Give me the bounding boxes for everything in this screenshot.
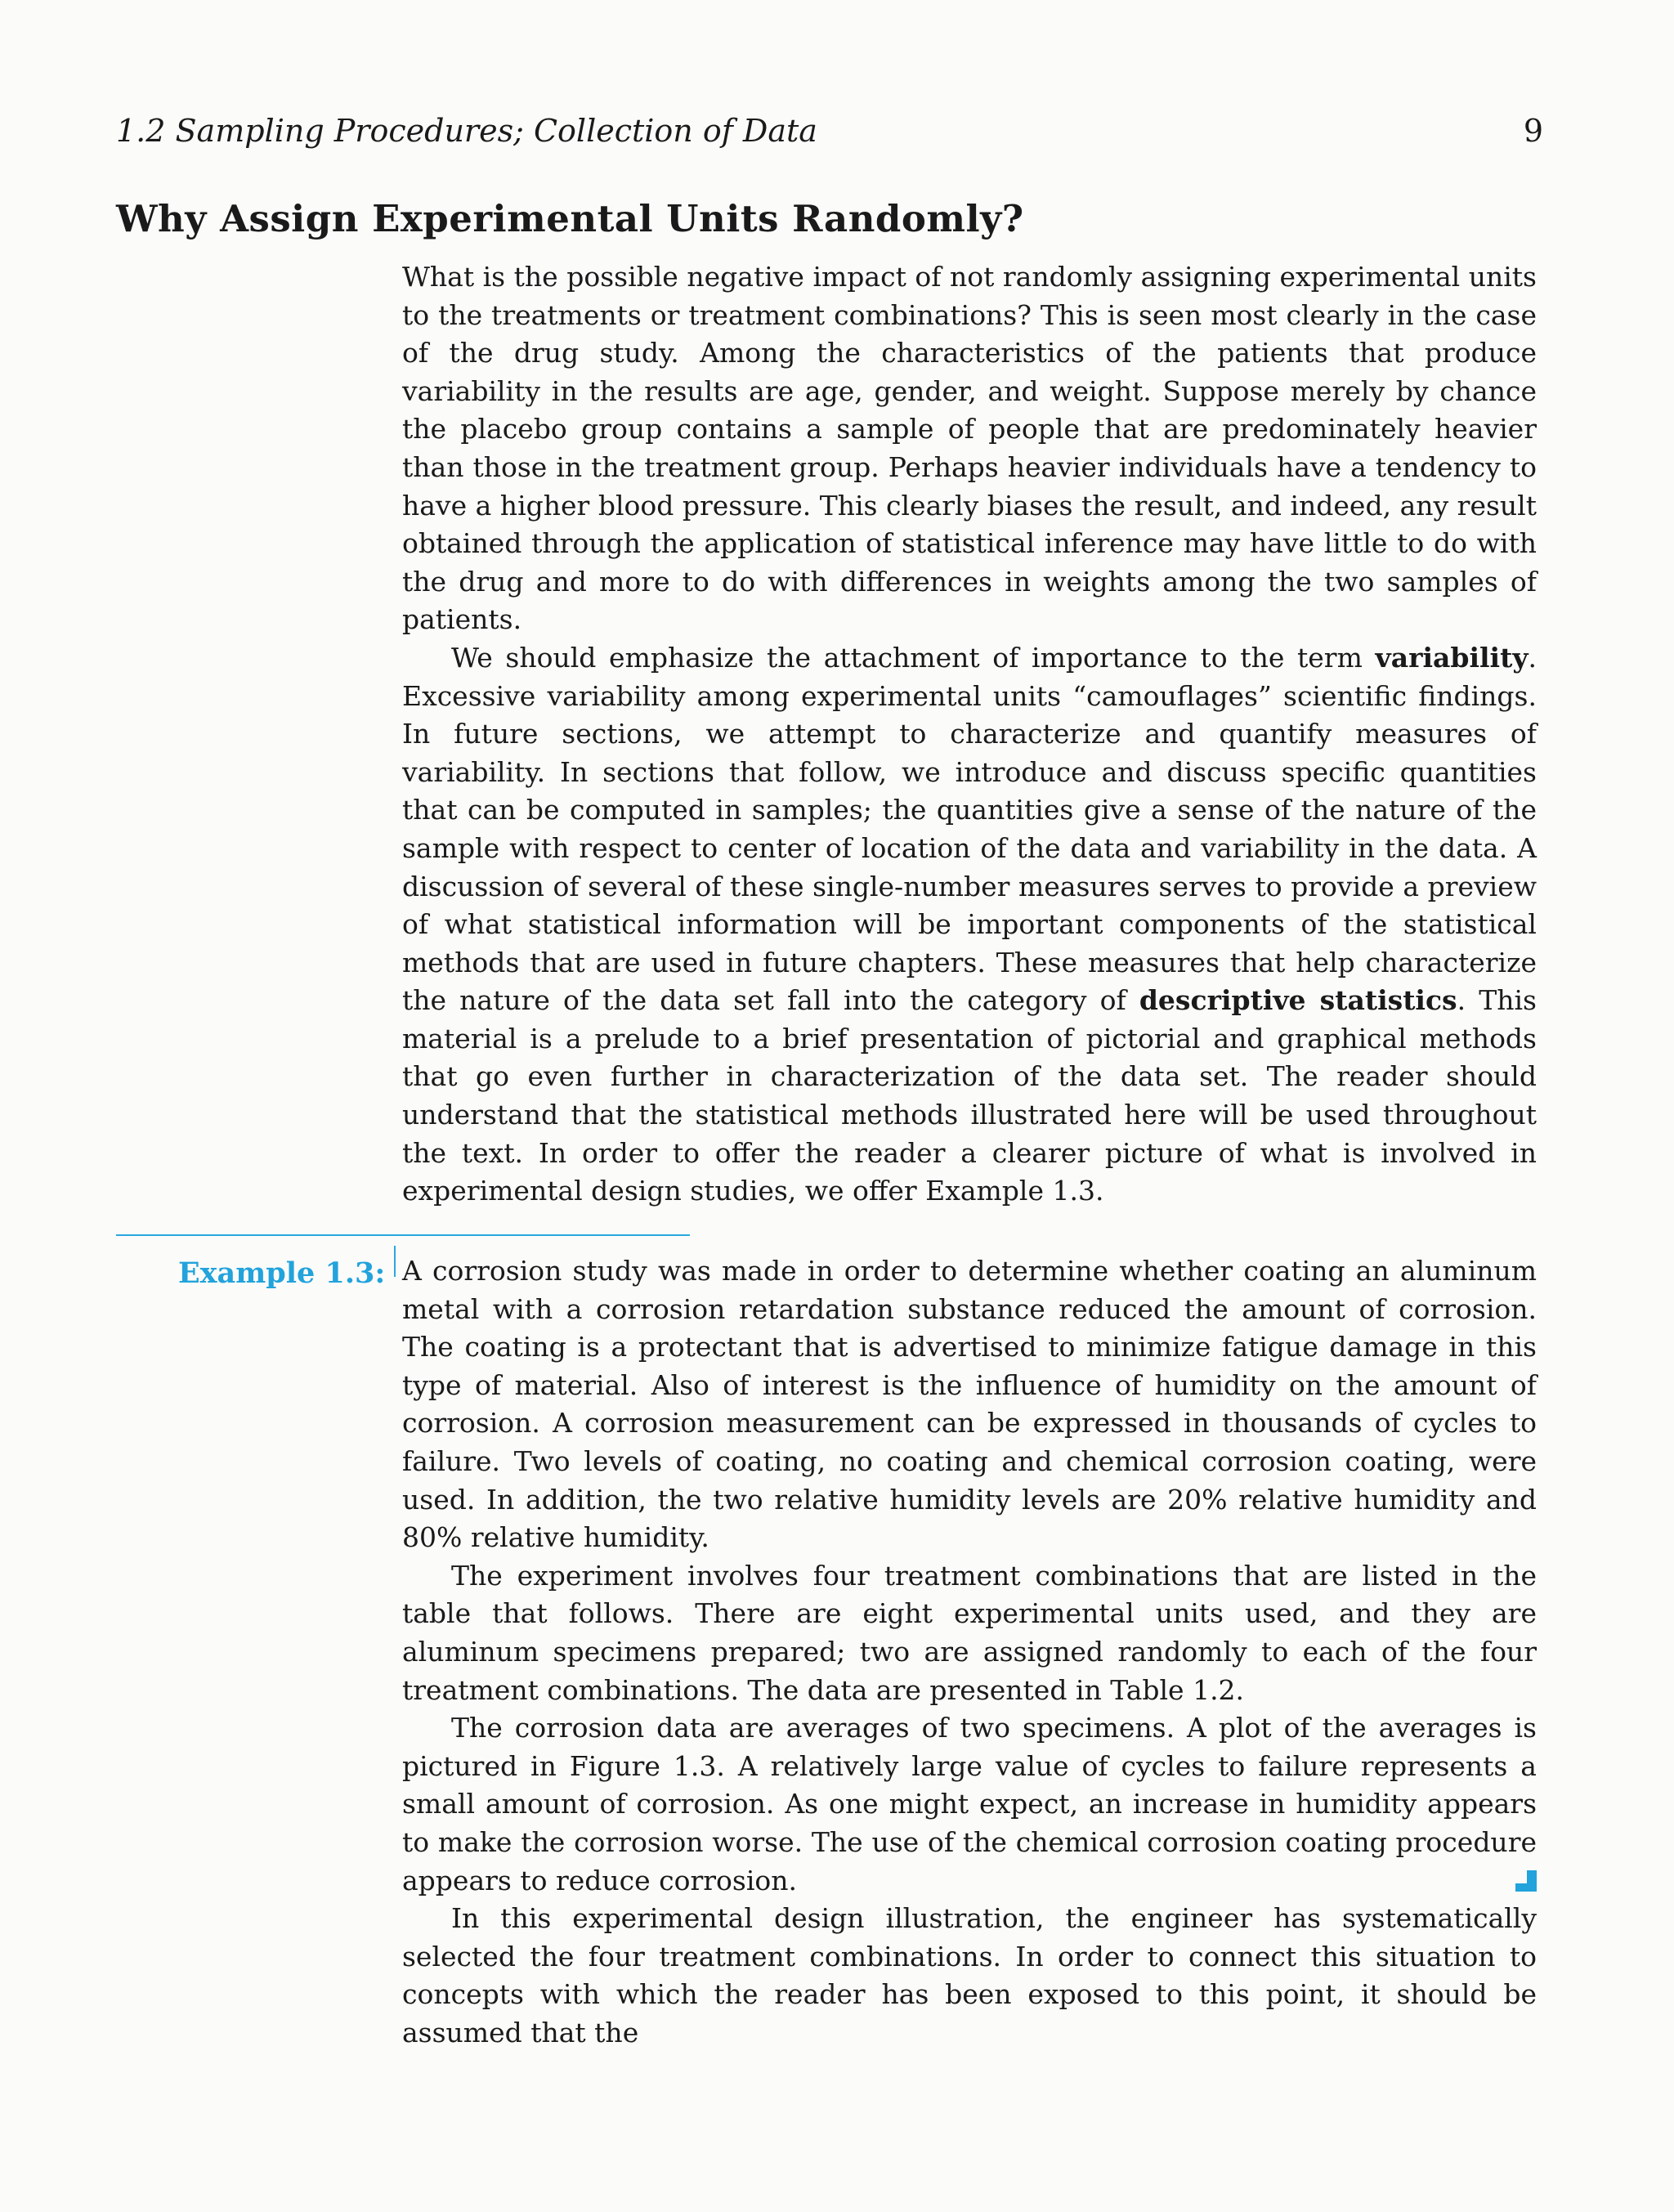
term-variability: variability bbox=[1375, 641, 1529, 674]
end-of-example-icon bbox=[1515, 1870, 1537, 1892]
example-marker-bar bbox=[394, 1246, 396, 1277]
intro-paragraph-1: What is the possible negative impact of not randomly assigning experimental units to the treatments or treatment combinations? This is seen most clearly in the case of the drug study. Among the characteristics of the patients that produce variability in the results are age, gender, and weight. Suppose merely by chance the placebo group contains a sample of people that are predominately heavier than those in the treatment group. Perhaps heavier individuals have a tendency to have a higher blood pressure. This clearly biases the result, and indeed, any result obtained through the application of statistical inference may have little to do with the drug and more to do with differences in weights among the two samples of patients. bbox=[402, 261, 1537, 636]
running-head-section: 1.2 Sampling Procedures; Collection of Data bbox=[116, 113, 817, 149]
example-paragraph-3-text: The corrosion data are averages of two specimens. A plot of the averages is pictured in Figure 1.3. A relatively large value of cycles to failure represents a small amount of corrosion. As one might expect, an increase in humidity appears to make the corrosion worse. The use of the chemical corrosion coating procedure appears to reduce corrosion. bbox=[402, 1712, 1537, 1896]
example-paragraph-1: A corrosion study was made in order to determine whether coating an aluminum metal with a corrosion retardation substance reduced the amount of corrosion. The coating is a protectant that is advertised to minimize fatigue damage in this type of material. Also of interest is the influence of humidity on the amount of corrosion. A corrosion measurement can be expressed in thousands of cycles to failure. Two levels of coating, no coating and chemical corrosion coating, were used. In addition, the two relative humidity levels are 20% relative humidity and 80% relative humidity. bbox=[402, 1255, 1537, 1554]
intro-paragraph-2-part-c: . This material is a prelude to a brief presentation of pictorial and graphical methods that go even further in characterization of the data set. The reader should understand that the statistical methods illustrated here will be used throughout the text. In order to offer the reader a clearer picture of what is involved in experimental design studies, we offer Example 1.3. bbox=[402, 984, 1537, 1207]
intro-paragraph-2-part-b: . Excessive variability among experimental units “camouflages” scientific findings. In future sections, we attempt to characterize and quantify measures of variability. In sections that follow, we introduce and discuss specific quantities that can be computed in samples; the quantities give a sense of the nature of the sample with respect to center of location of the data and variability in the data. A discussion of several of these single-number measures serves to provide a preview of what statistical information will be important components of the statistical methods that are used in future chapters. These measures that help characterize the nature of the data set fall into the category of bbox=[402, 641, 1537, 1017]
section-title: Why Assign Experimental Units Randomly? bbox=[116, 197, 1024, 240]
example-divider bbox=[116, 1234, 690, 1236]
example-label: Example 1.3: bbox=[178, 1256, 386, 1290]
term-descriptive-statistics: descriptive statistics bbox=[1139, 984, 1457, 1017]
example-paragraph-2: The experiment involves four treatment combinations that are listed in the table that follows. There are eight experimental units used, and they are aluminum specimens prepared; two are assigned randomly to each of the four treatment combinations. The data are presented in Table 1.2. bbox=[402, 1559, 1537, 1706]
running-head bbox=[116, 110, 1543, 152]
intro-text bbox=[402, 258, 1537, 1211]
example-paragraph-3 bbox=[402, 1709, 1537, 1900]
example-paragraph-4: In this experimental design illustration, the engineer has systematically selected the four treatment combinations. In order to connect this situation to concepts with which the reader has been exposed to this point, it should be assumed that the bbox=[402, 1902, 1537, 2049]
example-text bbox=[402, 1252, 1537, 2052]
intro-paragraph-2 bbox=[402, 639, 1537, 1211]
intro-paragraph-2-part-a: We should emphasize the attachment of importance to the term bbox=[451, 641, 1376, 674]
page-number: 9 bbox=[1523, 113, 1543, 149]
